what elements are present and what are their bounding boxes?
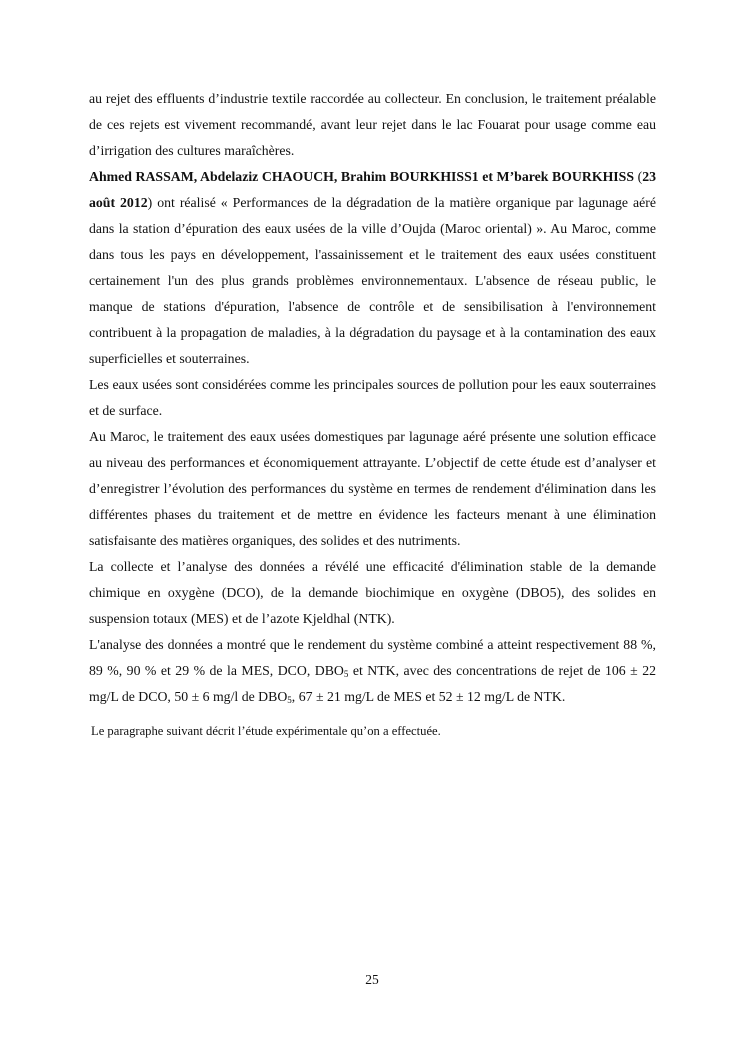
paragraph-5: La collecte et l’analyse des données a révélé une efficacité d'élimination stable de la demande chimique en oxygène (DCO), de la demande biochimique en oxygène (DBO5), des solides en suspension totaux (MES) et de l’azote Kjeldhal (NTK). — [89, 559, 656, 626]
paragraph-1: au rejet des effluents d’industrie textile raccordée au collecteur. En conclusion, le traitement préalable de ces rejets est vivement recommandé, avant leur rejet dans le lac Fouarat pour usage comme eau d’irrigation des cultures maraîchères. — [89, 91, 656, 158]
paragraph-4: Au Maroc, le traitement des eaux usées domestiques par lagunage aéré présente une solution efficace au niveau des performances et économiquement attrayante. L’objectif de cette étude est d’analyser et d’enregistrer l’évolution des performances du système en termes de rendement d'élimination dans les différentes phases du traitement et de mettre en évidence les facteurs menant à une élimination satisfaisante des matières organiques, des solides et des nutriments. — [89, 429, 656, 548]
paragraph-6 — [89, 632, 656, 710]
paragraph-3: Les eaux usées sont considérées comme les principales sources de pollution pour les eaux souterraines et de surface. — [89, 377, 656, 418]
page-number: 25 — [365, 972, 379, 987]
page-body — [89, 86, 656, 740]
paragraph-2-date: 23 août 2012 — [89, 169, 657, 210]
paragraph-2-open-paren: ( — [634, 169, 643, 184]
transition-note: Le paragraphe suivant décrit l’étude expérimentale qu’on a effectuée. — [91, 724, 441, 738]
dbo5-subscript: 5 — [287, 695, 292, 705]
dbo5-subscript: 5 — [343, 669, 349, 679]
paragraph-6-part-c: , 67 ± 21 mg/L de MES et 52 ± 12 mg/L de NTK. — [291, 689, 566, 704]
paragraph-2 — [89, 164, 656, 372]
paragraph-6-part-b: et NTK, avec des concentrations de rejet de 106 ± 22 mg/L de DCO, 50 ± 6 mg/l de DBO — [89, 663, 656, 704]
paragraph-2-authors: Ahmed RASSAM, Abdelaziz CHAOUCH, Brahim BOURKHISS1 et M’barek BOURKHISS — [89, 169, 635, 184]
paragraph-2-text: ) ont réalisé « Performances de la dégradation de la matière organique par lagunage aéré dans la station d’épuration des eaux usées de la ville d’Oujda (Maroc oriental) ». Au Maroc, comme dans tous les pays en développement, l'assainissement et le traitement des eaux usées constituent certainement l'un des plus grands problèmes environnementaux. L'absence de réseau public, le manque de stations d'épuration, l'absence de contrôle et de sensibilisation à l'environnement contribuent à la propagation de maladies, à la dégradation du paysage et à la contamination des eaux superficielles et souterraines. — [89, 195, 656, 366]
paragraph-6-part-a: L'analyse des données a montré que le rendement du système combiné a atteint respectivement 88 %, 89 %, 90 % et 29 % de la MES, DCO, DBO — [89, 637, 656, 678]
